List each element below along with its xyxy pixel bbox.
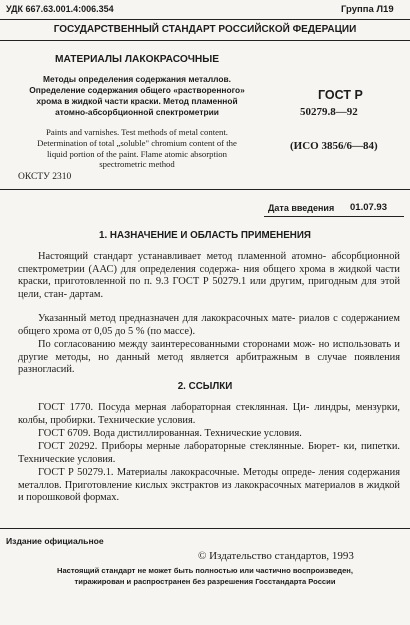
text-line: ГОСТ 20292. Приборы мерные лабораторные стеклянные. Бюрет-: [38, 441, 340, 452]
title-en-line: liquid portion of the paint. Flame atomic absorption: [47, 148, 227, 159]
copyright: © Издательство стандартов, 1993: [198, 550, 354, 562]
reproduction-notice: [0, 566, 410, 587]
section-2-paragraph: [18, 402, 400, 427]
state-standard-title: ГОСУДАРСТВЕННЫЙ СТАНДАРТ РОССИЙСКОЙ ФЕДЕРАЦИИ: [53, 24, 357, 35]
section-2-paragraph: [18, 428, 400, 441]
title-ru-line: Методы определения содержания металлов.: [43, 74, 231, 84]
text-line: ГОСТ 1770. Посуда мерная лабораторная стеклянная. Ци-: [38, 402, 310, 413]
title-ru-line: атомно-абсорбционной спектрометрии: [55, 107, 219, 117]
text-line: дартам.: [69, 288, 104, 300]
top-rule: [0, 19, 410, 20]
gost-number: 50279.8—92: [300, 106, 358, 118]
text-line: ления содержания металлов. Приготовление кислых экстрактов: [18, 467, 400, 491]
official-edition: Издание официальное: [6, 536, 104, 546]
section-2-heading: 2. ССЫЛКИ: [177, 381, 233, 392]
notice-line: тиражирован и распространен без разрешения Госстандарта России: [74, 576, 336, 586]
notice-line: Настоящий стандарт не может быть полностью или частично воспроизведен,: [56, 566, 354, 575]
title-rule: [0, 40, 410, 41]
text-line: ГОСТ Р 50279.1. Материалы лакокрасочные. Методы опреде-: [38, 467, 316, 478]
section-1-paragraph: [18, 251, 400, 301]
section-1-heading: 1. НАЗНАЧЕНИЕ И ОБЛАСТЬ ПРИМЕНЕНИЯ: [99, 230, 311, 241]
text-line: абсорбционной спектрометрии (ААС) для определения содержа-: [18, 251, 400, 275]
section-2-paragraph: [18, 467, 400, 505]
text-line: риалов с содержанием общего хрома от 0,05 до 5 % (по массе).: [18, 313, 400, 337]
okstu-code: ОКСТУ 2310: [18, 172, 72, 182]
text-line: п. 9.3 ГОСТ Р 50279.1 или другим, пригодным для этой цели, стан-: [18, 276, 401, 300]
title-ru-block: [18, 74, 256, 118]
section-1-paragraph: [18, 313, 400, 338]
text-line: ния общего хрома в жидкой части краски, приготовленной по: [18, 263, 400, 288]
text-line: арбитражным в случае появления разногласий.: [18, 351, 401, 376]
effective-date: 01.07.93: [350, 202, 387, 213]
effective-date-rule: [264, 216, 404, 217]
title-en-line: Determination of total „soluble" chromium content of the: [37, 137, 237, 148]
text-line: ки, пипетки. Технические условия.: [18, 441, 400, 465]
title-en-block: [6, 127, 268, 170]
title-ru-line: хрома в жидкой части краски. Метод пламенной: [36, 96, 238, 106]
title-en-line: spectrometric method: [99, 159, 175, 170]
title-ru-line: Определение содержания общего «растворенного»: [29, 85, 245, 95]
text-line: ГОСТ 6709. Вода дистиллированная. Технические условия.: [38, 428, 302, 439]
footer-rule: [0, 528, 410, 529]
title-en-line: Paints and varnishes. Test methods of metal content.: [46, 127, 228, 137]
gost-label: ГОСТ Р: [318, 88, 363, 102]
text-line: По согласованию между заинтересованными сторонами мож-: [38, 339, 316, 350]
text-line: из лакокрасочных материалов в жидкой и порошковой формах.: [18, 479, 400, 504]
effective-date-label: Дата введения: [268, 203, 335, 213]
header-rule: [0, 189, 410, 190]
iso-reference: (ИСО 3856/6—84): [290, 140, 378, 152]
section-2-paragraph: [18, 441, 400, 466]
udk-code: УДК 667.63.001.4:006.354: [6, 4, 114, 14]
text-line: Указанный метод предназначен для лакокрасочных мате-: [38, 313, 296, 324]
text-line: но использовать и другие методы, но данный метод является: [18, 339, 400, 363]
text-line: линдры, мензурки, колбы, пробирки. Технические условия.: [18, 402, 400, 426]
title-heading: МАТЕРИАЛЫ ЛАКОКРАСОЧНЫЕ: [54, 54, 220, 65]
text-line: Настоящий стандарт устанавливает метод пламенной атомно-: [38, 251, 327, 262]
section-1-paragraph: [18, 339, 400, 377]
group-code: Группа Л19: [341, 4, 394, 15]
